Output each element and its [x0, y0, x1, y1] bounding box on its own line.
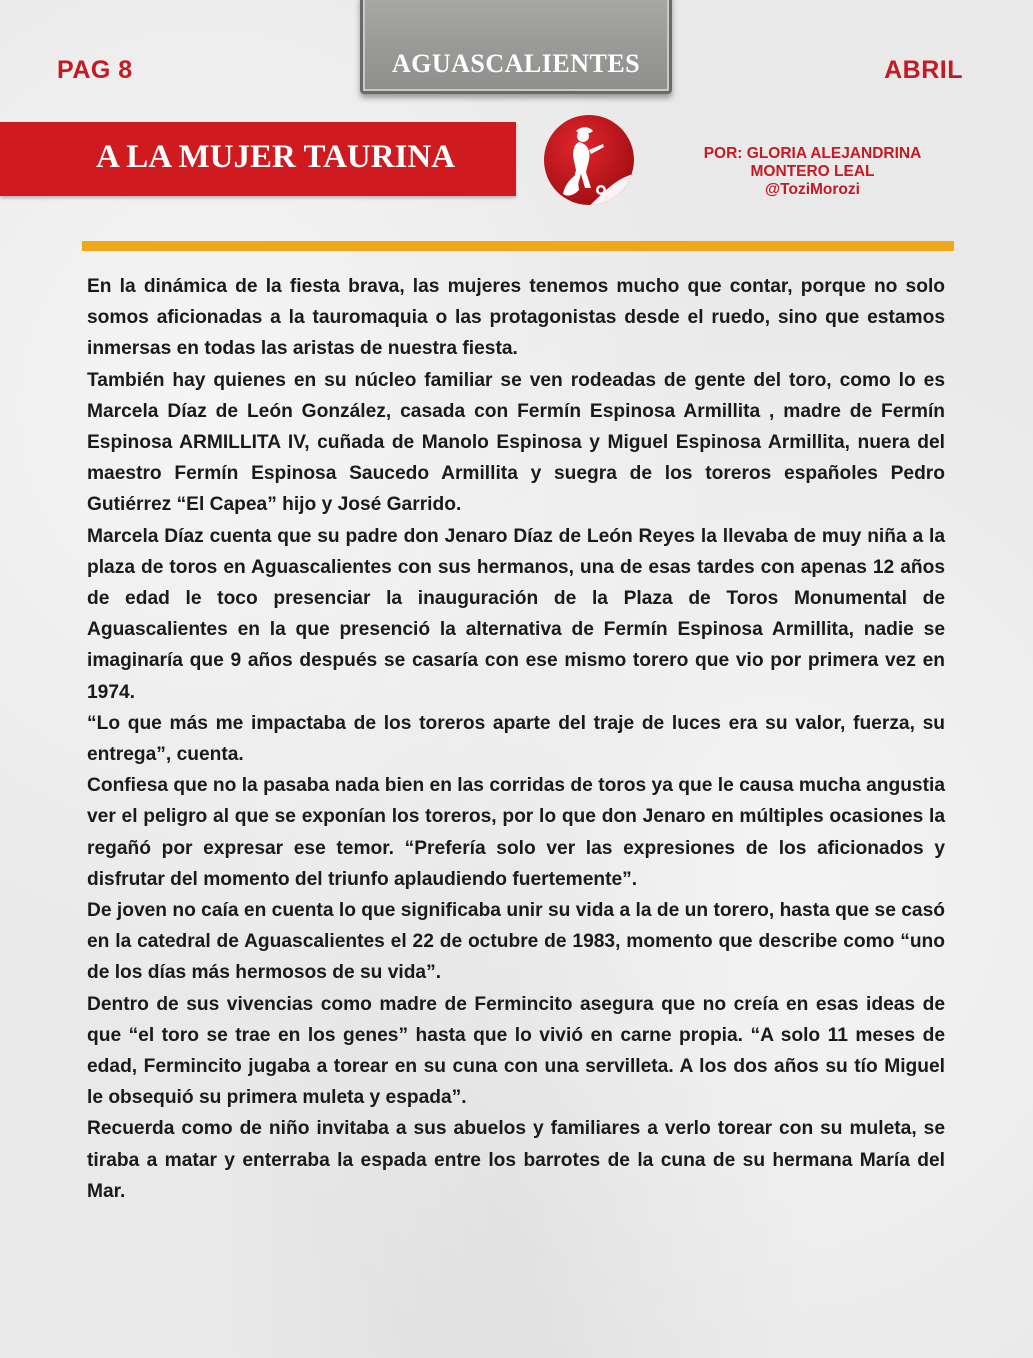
byline-author-line-2: MONTERO LEAL — [750, 163, 875, 180]
torero-silhouette-icon — [543, 114, 635, 206]
article-paragraph: “Lo que más me impactaba de los toreros aparte del traje de luces era su valor, fuerza, su entrega”, cuenta. — [87, 712, 945, 766]
article-paragraph: En la dinámica de la fiesta brava, las mujeres tenemos mucho que contar, porque no solo somos aficionadas a la tauromaquia o las protagonistas desde el ruedo, sino que estamos inmersas en todas las aristas de nuestra fiesta. — [87, 276, 945, 360]
byline-handle: @ToziMorozi — [765, 181, 860, 198]
column-title-bar — [0, 122, 516, 196]
article-paragraph: Recuerda como de niño invitaba a sus abuelos y familiares a verlo torear con su muleta, se tiraba a matar y enterraba la espada entre los barrotes de la cuna de su hermana María del Mar. — [87, 1118, 945, 1202]
article-paragraph: Confiesa que no la pasaba nada bien en las corridas de toros ya que le causa mucha angustia ver el peligro al que se exponían los toreros, por lo que don Jenaro en múltiples ocasiones la regañó por expresar ese temor. “Prefería solo ver las expresiones de los aficionados y disfrutar del momento del triunfo aplaudiendo fuertemente”. — [87, 775, 945, 890]
byline — [690, 145, 935, 199]
column-title: A LA MUJER TAURINA — [96, 139, 456, 175]
issue-month: ABRIL — [884, 56, 963, 84]
article-body — [87, 271, 945, 1207]
article-paragraph: También hay quienes en su núcleo familiar se ven rodeadas de gente del toro, como lo es Marcela Díaz de León González, casada con Fermín Espinosa Armillita , madre de Fermín Espinosa ARMILLITA IV, cuñada de Manolo Espinosa y Miguel Espinosa Armillita, nuera del maestro Fermín Espinosa Saucedo Armillita y suegra de los toreros españoles Pedro Gutiérrez “El Capea” hijo y José Garrido. — [87, 369, 945, 516]
page-number: PAG 8 — [57, 56, 133, 84]
section-tab — [360, 0, 672, 94]
section-title: AGUASCALIENTES — [391, 49, 641, 78]
divider-rule — [82, 241, 954, 251]
article-paragraph: Marcela Díaz cuenta que su padre don Jenaro Díaz de León Reyes la llevaba de muy niña a la plaza de toros en Aguascalientes con sus hermanos, una de esas tardes con apenas 12 años de edad le toco presenciar la inauguración de la Plaza de Toros Monumental de Aguascalientes en la que presenció la alternativa de Fermín Espinosa Armillita, nadie se imaginaría que 9 años después se casaría con ese mismo torero que vio por primera vez en 1974. — [87, 525, 945, 703]
article-paragraph: De joven no caía en cuenta lo que significaba unir su vida a la de un torero, hasta que se casó en la catedral de Aguascalientes el 22 de octubre de 1983, momento que describe como “uno de los días más hermosos de su vida”. — [87, 900, 945, 984]
byline-author-line-1: POR: GLORIA ALEJANDRINA — [703, 145, 922, 162]
article-paragraph: Dentro de sus vivencias como madre de Fermincito asegura que no creía en esas ideas de que “el toro se trae en los genes” hasta que lo vivió en carne propia. “A solo 11 meses de edad, Fermincito jugaba a torear en su cuna con una servilleta. A los dos años su tío Miguel le obsequió su primera muleta y espada”. — [87, 993, 945, 1109]
